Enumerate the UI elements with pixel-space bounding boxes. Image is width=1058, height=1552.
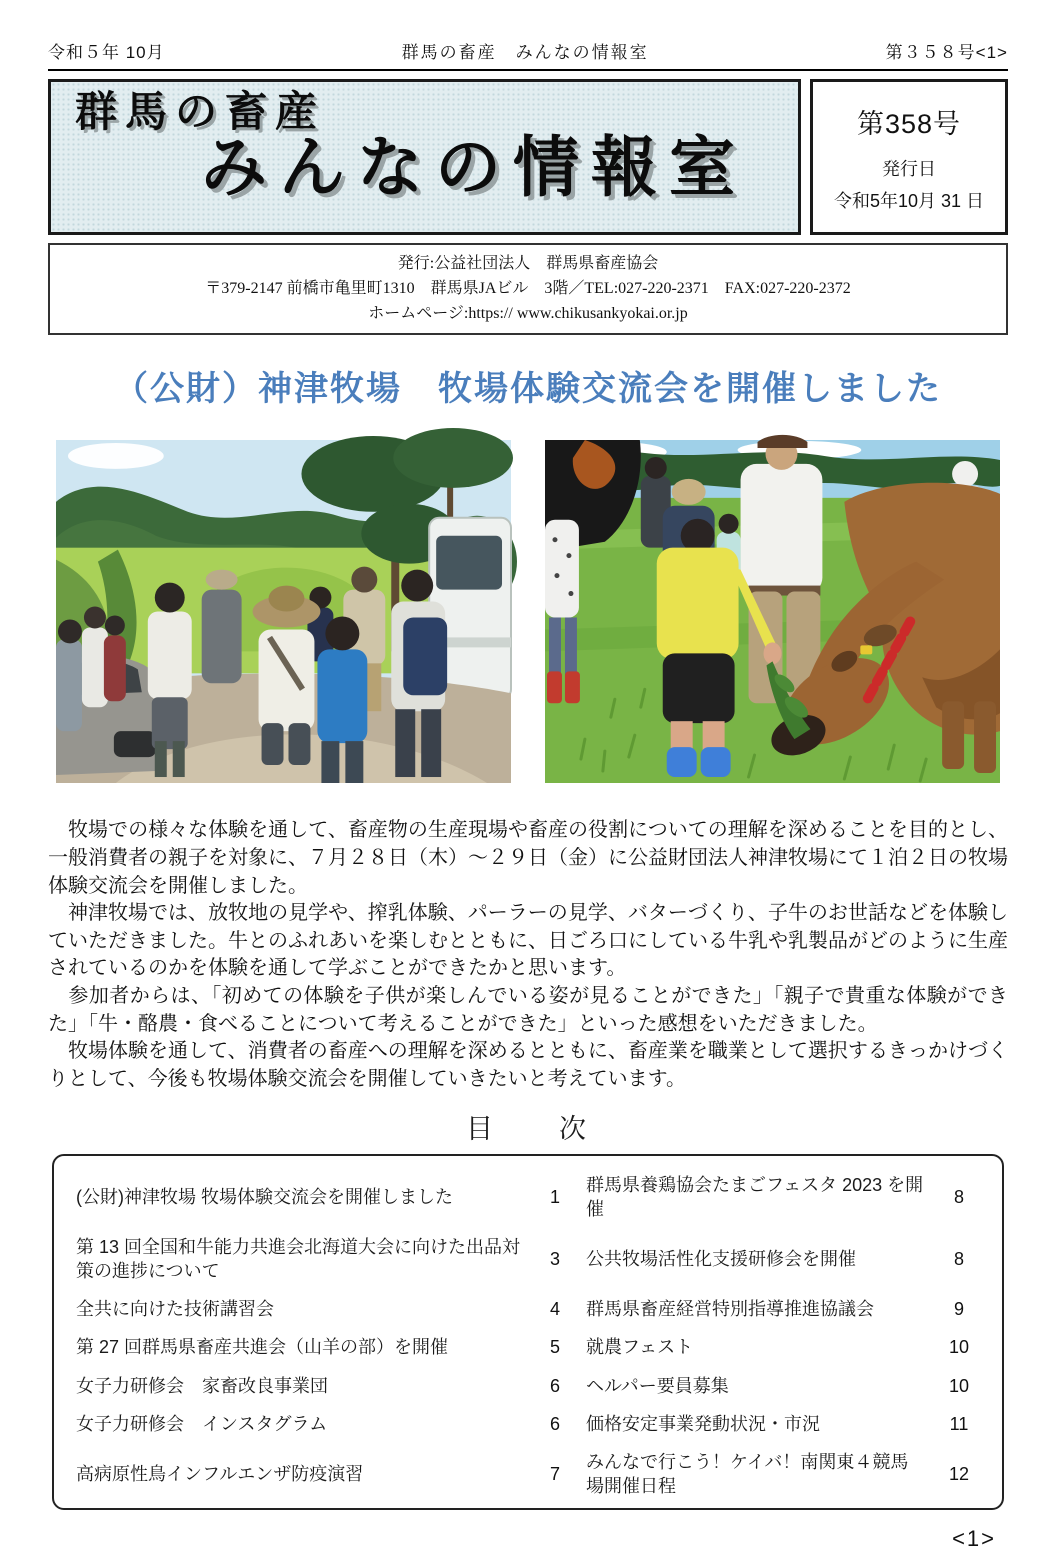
paragraph-4: 牧場体験を通して、消費者の畜産への理解を深めるとともに、畜産業を職業として選択するきっかけづくりとして、今後も牧場体験交流会を開催していきたいと考えています。 xyxy=(48,1040,1008,1090)
issue-number: 第358号 xyxy=(856,108,962,139)
page-number: <1> xyxy=(952,1526,996,1552)
toc-item-page: 1 xyxy=(549,1187,560,1208)
photo-pasture-tour xyxy=(56,440,511,783)
toc-item-title: 女子力研修会 家畜改良事業団 xyxy=(76,1375,328,1396)
toc-item-title: みんなで行こう！ケイバ！南関東４競馬場開催日程 xyxy=(586,1452,909,1496)
paragraph-3: 参加者からは、「初めての体験を子供が楽しんでいる姿が見ることができた」「親子で貴重な体験ができた」「牛・酪農・食べることについて考えることができた」といった感想をいただきました。 xyxy=(48,984,1008,1035)
toc-item-page: 4 xyxy=(549,1298,560,1319)
toc-grid xyxy=(76,1174,980,1498)
toc-item-page: 7 xyxy=(549,1464,560,1485)
toc-item-title: ヘルパー要員募集 xyxy=(586,1375,729,1396)
photo-cow-feeding xyxy=(545,440,1000,783)
masthead-title-small: 群馬の畜産 xyxy=(75,90,326,136)
running-head-title: 群馬の畜産 みんなの情報室 xyxy=(401,43,649,62)
masthead-banner xyxy=(48,79,801,235)
toc-item-page: 12 xyxy=(948,1464,970,1485)
publisher-name: 発行:公益社団法人 群馬県畜産協会 xyxy=(397,255,659,272)
masthead-row xyxy=(48,79,1008,235)
toc-item-page: 5 xyxy=(549,1337,560,1358)
publisher-homepage: ホームページ:https:// www.chikusankyokai.or.jp xyxy=(368,304,688,322)
toc-item-title: 全共に向けた技術講習会 xyxy=(76,1298,274,1319)
toc-item-title: 高病原性鳥インフルエンザ防疫演習 xyxy=(76,1464,364,1485)
toc-heading: 目 次 xyxy=(466,1114,590,1145)
toc-item-title: (公財)神津牧場 牧場体験交流会を開催しました xyxy=(76,1187,453,1208)
toc-item-title: 就農フェスト xyxy=(586,1337,694,1358)
running-head-date: 令和５年 10月 xyxy=(48,43,165,62)
toc-item-title: 価格安定事業発動状況・市況 xyxy=(586,1414,820,1435)
masthead-title-large: みんなの情報室 xyxy=(201,132,747,205)
toc-item-title: 第 27 回群馬県畜産共進会（山羊の部）を開催 xyxy=(76,1337,449,1358)
publisher-address: 〒379-2147 前橋市亀里町1310 群馬県JAビル 3階／TEL:027-220-2371 FAX:027-220-2372 xyxy=(205,279,851,297)
pasture-scene-illustration xyxy=(56,440,511,783)
toc-item-page: 8 xyxy=(953,1248,964,1269)
toc-box xyxy=(52,1154,1004,1510)
toc-item-page: 6 xyxy=(549,1414,560,1435)
toc-item-page: 10 xyxy=(948,1375,970,1396)
article-body xyxy=(48,817,1008,1093)
toc-item-title: 女子力研修会 インスタグラム xyxy=(76,1414,328,1435)
toc-item-page: 10 xyxy=(948,1337,970,1358)
photo-row xyxy=(48,440,1008,783)
toc-item-page: 11 xyxy=(949,1414,969,1435)
issue-date-label: 発行日 xyxy=(882,158,936,179)
running-head-issue: 第３５８号<1> xyxy=(885,43,1008,62)
toc-item-title: 公共牧場活性化支援研修会を開催 xyxy=(586,1248,856,1269)
toc-item-title: 群馬県畜産経営特別指導推進協議会 xyxy=(586,1298,874,1319)
running-head xyxy=(48,38,1008,71)
toc-item-page: 8 xyxy=(953,1187,964,1208)
toc-item-page: 9 xyxy=(953,1298,964,1319)
paragraph-1: 牧場での様々な体験を通して、畜産物の生産現場や畜産の役割についての理解を深めることを目的とし、一般消費者の親子を対象に、７月２８日（木）～２９日（金）に公益財団法人神津牧場にて１泊２日の牧場体験交流会を開催しました。 xyxy=(48,819,1008,897)
issue-box xyxy=(810,79,1008,235)
cow-feeding-scene-illustration xyxy=(545,440,1000,783)
paragraph-2: 神津牧場では、放牧地の見学や、搾乳体験、パーラーの見学、バターづくり、子牛のお世話などを体験していただきました。牛とのふれあいを楽しむとともに、日ごろ口にしている牛乳や乳製品がどのように生産されているのかを体験を通して学ぶことができたかと思います。 xyxy=(48,902,1008,980)
toc-item-page: 3 xyxy=(549,1248,560,1269)
publisher-box xyxy=(48,243,1008,335)
toc-item-title: 群馬県養鶏協会たまごフェスタ 2023 を開催 xyxy=(586,1175,924,1219)
article-headline: （公財）神津牧場 牧場体験交流会を開催しました xyxy=(114,370,942,409)
issue-date: 令和5年10月 31 日 xyxy=(833,190,985,211)
toc-item-title: 第 13 回全国和牛能力共進会北海道大会に向けた出品対策の進捗について xyxy=(76,1237,521,1281)
toc-item-page: 6 xyxy=(549,1375,560,1396)
